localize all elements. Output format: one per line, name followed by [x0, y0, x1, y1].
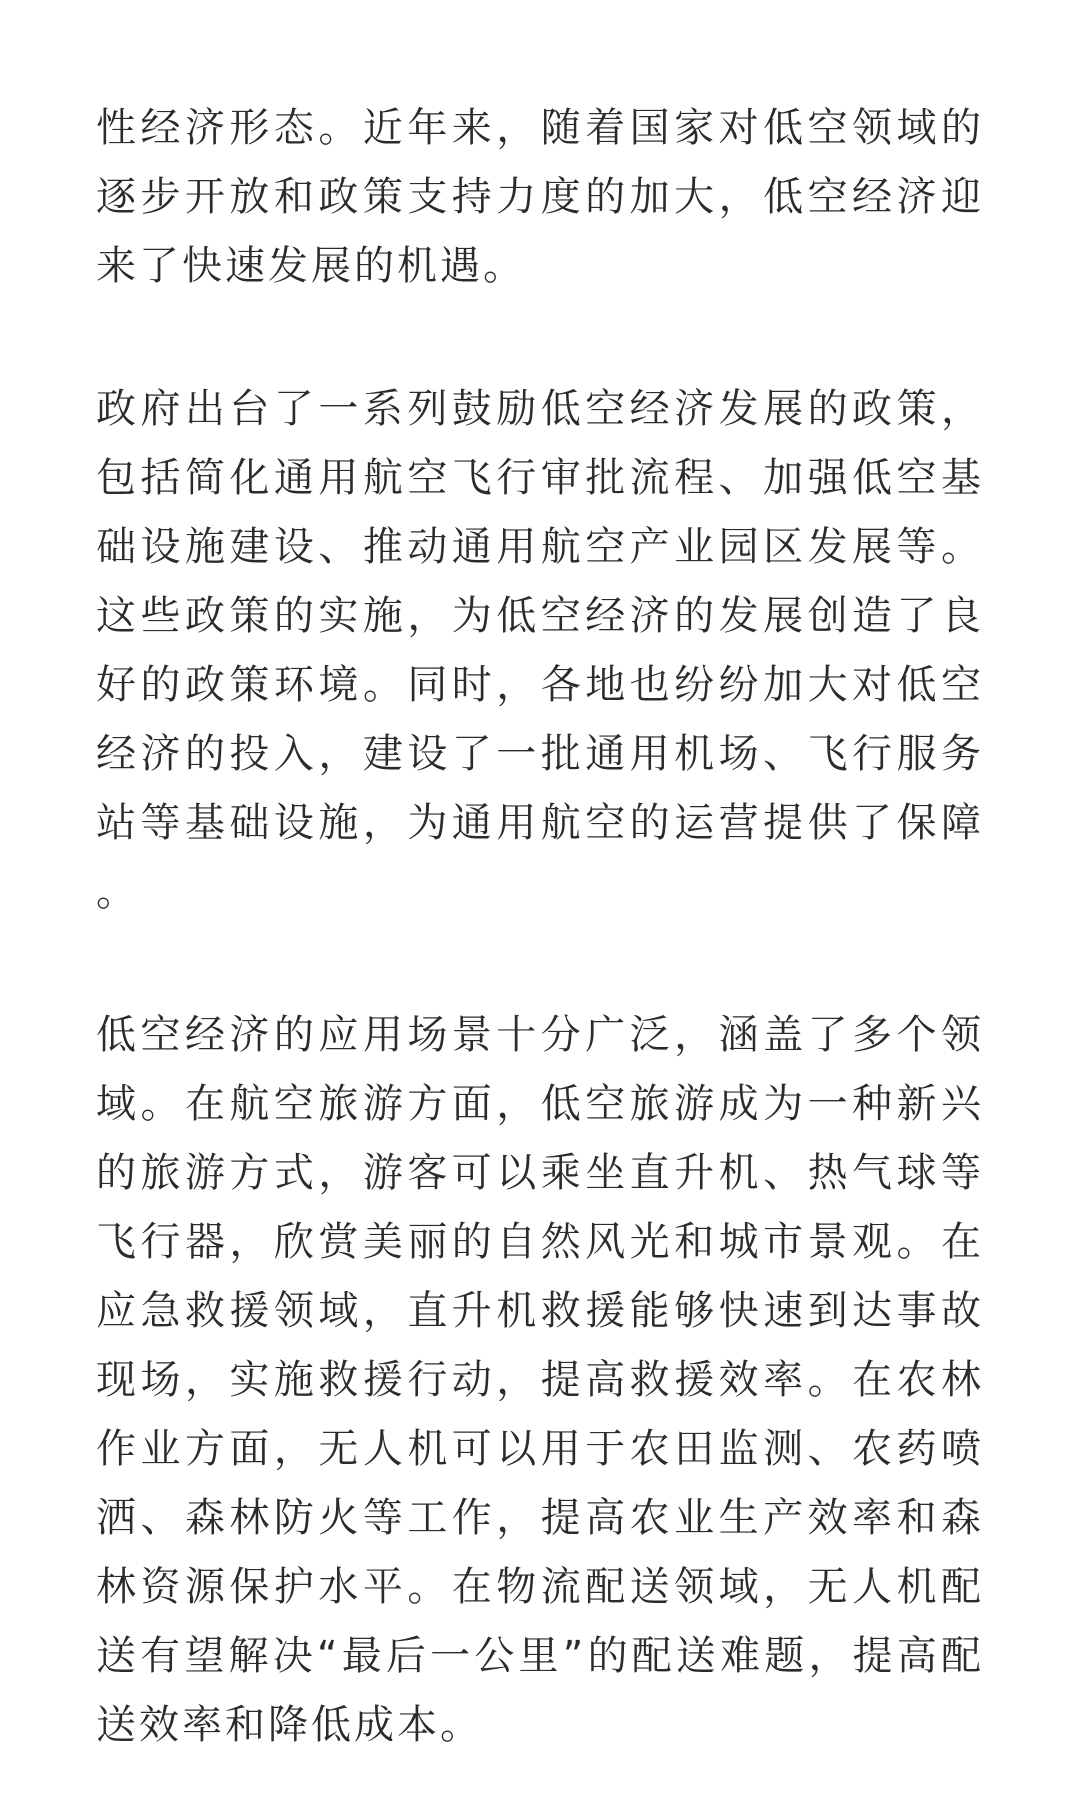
article-paragraph-2: 政府出台了一系列鼓励低空经济发展的政策，包括简化通用航空飞行审批流程、加强低空基础设施建设、推动通用航空产业园区发展等。这些政策的实施，为低空经济的发展创造了良好的政策环境。同时，各地也纷纷加大对低空经济的投入，建设了一批通用机场、飞行服务站等基础设施，为通用航空的运营提供了保障。 — [96, 386, 984, 915]
article-paragraph-3: 低空经济的应用场景十分广泛，涵盖了多个领域。在航空旅游方面，低空旅游成为一种新兴的旅游方式，游客可以乘坐直升机、热气球等飞行器，欣赏美丽的自然风光和城市景观。在应急救援领域，直升机救援能够快速到达事故现场，实施救援行动，提高救援效率。在农林作业方面，无人机可以用于农田监测、农药喷洒、森林防火等工作，提高农业生产效率和森林资源保护水平。在物流配送领域，无人机配送有望解决“最后一公里”的配送难题，提高配送效率和降低成本。 — [96, 1012, 984, 1748]
article-paragraph-1: 性经济形态。近年来，随着国家对低空领域的逐步开放和政策支持力度的加大，低空经济迎来了快速发展的机遇。 — [96, 105, 984, 289]
